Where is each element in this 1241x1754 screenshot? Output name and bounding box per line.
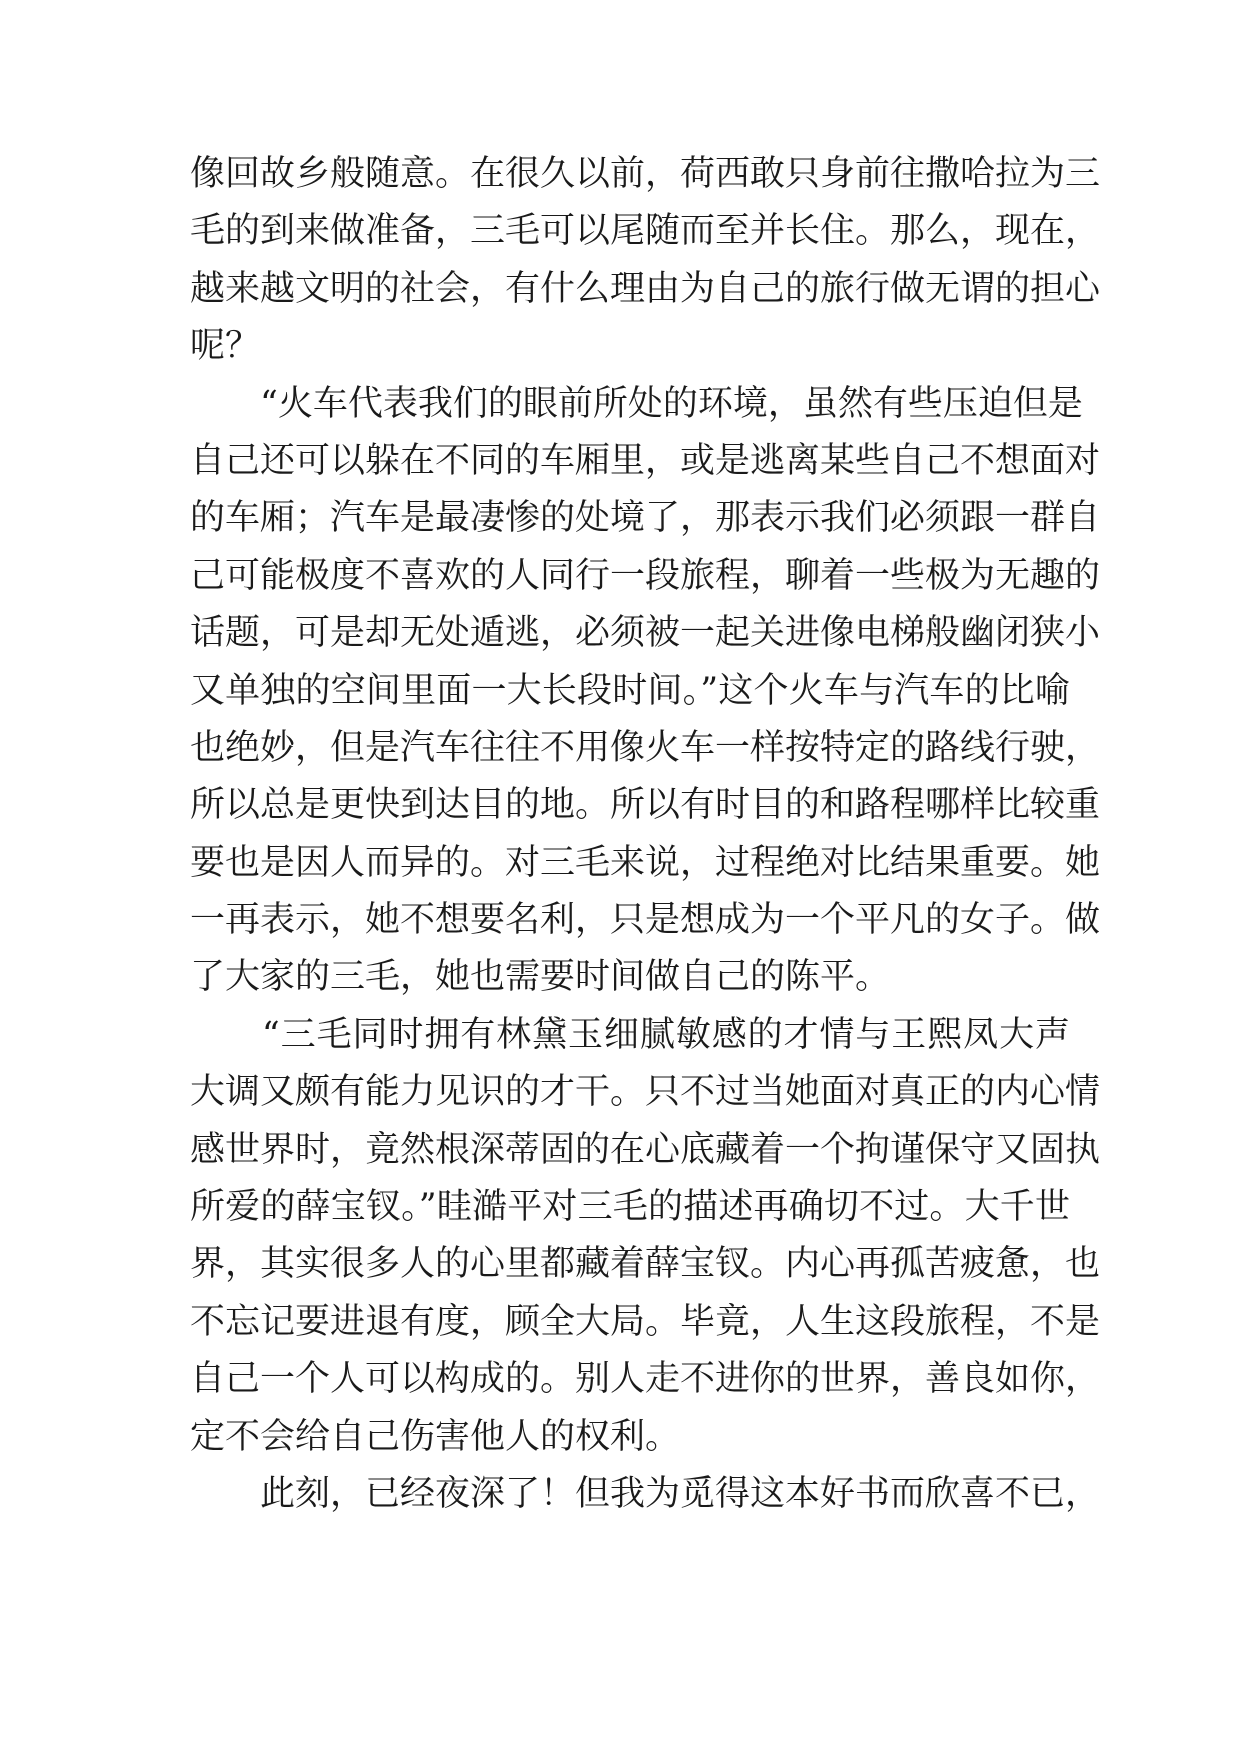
text-line — [190, 1294, 1101, 1351]
line-text: “火车代表我们的眼前所处的环境，虽然有些压迫但是 — [190, 383, 1083, 424]
text-line — [190, 1236, 1101, 1293]
line-text: 界，其实很多人的心里都藏着薛宝钗。内心再孤苦疲惫，也 — [190, 1244, 1101, 1285]
line-text: 自己一个人可以构成的。别人走不进你的世界，善良如你， — [190, 1359, 1101, 1400]
line-text: 了大家的三毛，她也需要时间做自己的陈平。 — [190, 957, 891, 998]
text-line — [190, 1351, 1101, 1408]
line-text: 又单独的空间里面一大长段时间。”这个火车与汽车的比喻 — [190, 670, 1070, 711]
text-line — [190, 1122, 1101, 1179]
line-text: 要也是因人而异的。对三毛来说，过程绝对比结果重要。她 — [190, 842, 1101, 883]
text-line — [190, 1064, 1101, 1121]
text-line — [190, 1007, 1070, 1064]
text-line — [190, 720, 1101, 777]
text-line — [190, 261, 1101, 318]
line-text: 越来越文明的社会，有什么理由为自己的旅行做无谓的担心 — [190, 268, 1101, 309]
line-text: 感世界时，竟然根深蒂固的在心底藏着一个拘谨保守又固执 — [190, 1129, 1101, 1170]
line-text: 此刻，已经夜深了！但我为觅得这本好书而欣喜不已， — [190, 1473, 1101, 1514]
text-line — [190, 490, 1101, 547]
text-line — [190, 318, 1070, 375]
text-line — [190, 1409, 1070, 1466]
text-line — [190, 605, 1101, 662]
text-line — [190, 203, 1101, 260]
line-text: 定不会给自己伤害他人的权利。 — [190, 1416, 681, 1457]
line-text: 呢？ — [190, 326, 261, 367]
text-line — [190, 1179, 1070, 1236]
line-text: 一再表示，她不想要名利，只是想成为一个平凡的女子。做 — [190, 900, 1101, 941]
line-text: 己可能极度不喜欢的人同行一段旅程，聊着一些极为无趣的 — [190, 555, 1101, 596]
line-text: 毛的到来做准备，三毛可以尾随而至并长住。那么，现在， — [190, 211, 1101, 252]
text-line — [190, 433, 1101, 490]
text-line — [190, 376, 1083, 433]
line-text: 所以总是更快到达目的地。所以有时目的和路程哪样比较重 — [190, 785, 1101, 826]
body-text — [190, 146, 1101, 1523]
line-text: 话题，可是却无处遁逃，必须被一起关进像电梯般幽闭狭小 — [190, 613, 1101, 654]
line-text: 不忘记要进退有度，顾全大局。毕竟，人生这段旅程，不是 — [190, 1301, 1101, 1342]
line-text: 像回故乡般随意。在很久以前，荷西敢只身前往撒哈拉为三 — [190, 154, 1101, 194]
text-line — [190, 663, 1070, 720]
line-text: 大调又颇有能力见识的才干。只不过当她面对真正的内心情 — [190, 1072, 1101, 1113]
line-text: 也绝妙，但是汽车往往不用像火车一样按特定的路线行驶， — [190, 727, 1101, 768]
text-line — [190, 548, 1101, 605]
line-text: 自己还可以躲在不同的车厢里，或是逃离某些自己不想面对 — [190, 440, 1101, 481]
text-line — [190, 777, 1101, 834]
line-text: 所爱的薛宝钗。”眭澔平对三毛的描述再确切不过。大千世 — [190, 1187, 1070, 1228]
text-line — [190, 949, 1070, 1006]
text-line — [190, 1466, 1101, 1523]
line-text: “三毛同时拥有林黛玉细腻敏感的才情与王熙凤大声 — [190, 1014, 1070, 1055]
line-text: 的车厢；汽车是最凄惨的处境了，那表示我们必须跟一群自 — [190, 498, 1101, 539]
text-line — [190, 835, 1101, 892]
text-line — [190, 892, 1101, 949]
text-line — [190, 146, 1101, 203]
